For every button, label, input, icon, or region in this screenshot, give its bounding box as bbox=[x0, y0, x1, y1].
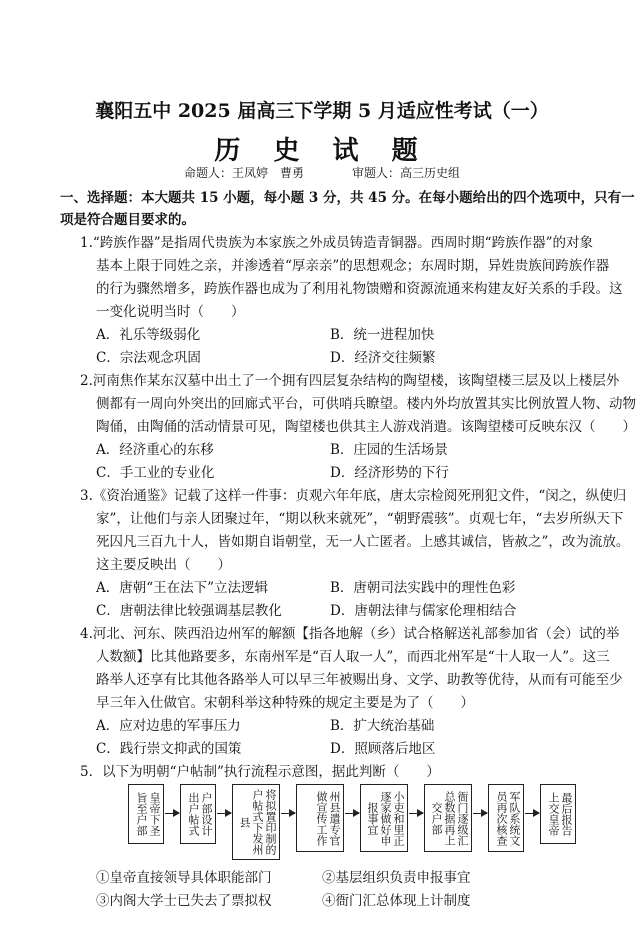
section-instruction-line-1: 一、选择题：本大题共 15 小题，每小题 3 分，共 45 分。在每小题给出的四个选项中，只有一 bbox=[60, 190, 635, 206]
flow-arrow bbox=[409, 813, 423, 814]
option-c[interactable]: C．宗法观念巩固 bbox=[96, 350, 201, 366]
section-instruction-line-2: 项是符合题目要求的。 bbox=[60, 212, 195, 228]
question-line: 路举人还享有比其他各路举人可以早三年被赐出身、文学、助教等优待，从而有可能至少 bbox=[96, 672, 623, 688]
question-line: 早三年入仕做官。宋朝科举这种特殊的规定主要是为了（ ） bbox=[96, 695, 474, 711]
question-line: 4.河北、河东、陕西沿边州军的解额【指各地解（乡）试合格解送礼部参加省（会）试的举 bbox=[80, 626, 620, 642]
question-line: 人数额】比其他路要多，东南州军是“百人取一人”，而西北州军是“十人取一人”。这三 bbox=[96, 649, 610, 665]
question-line: 死囚凡三百九十人，皆如期自诣朝堂，无一人亡匿者。上感其诚信，皆赦之”，改为流放。 bbox=[96, 534, 630, 550]
option-c[interactable]: C．手工业的专业化 bbox=[96, 465, 215, 481]
flow-step-4: 州县遣专官做宣传工作 bbox=[296, 784, 344, 852]
flow-step-3: 将拟置印制的户帖式下发州县 bbox=[232, 784, 280, 860]
flow-step-2: 户部设计出户帖式 bbox=[180, 784, 216, 844]
exam-title: 襄阳五中 2025 届高三下学期 5 月适应性考试（一） bbox=[95, 100, 549, 122]
option-a[interactable]: A．唐朝“王在法下”立法逻辑 bbox=[96, 580, 269, 596]
flow-arrow bbox=[165, 813, 179, 814]
flow-step-1: 皇帝下圣旨至户部 bbox=[128, 784, 164, 844]
option-c[interactable]: C．唐朝法律比较强调基层教化 bbox=[96, 603, 282, 619]
option-b[interactable]: B．庄园的生活场景 bbox=[330, 442, 448, 458]
option-4[interactable]: ④衙门汇总体现上计制度 bbox=[322, 893, 471, 909]
option-d[interactable]: D．照顾落后地区 bbox=[330, 741, 436, 757]
option-d[interactable]: D．唐朝法律与儒家伦理相结合 bbox=[330, 603, 517, 619]
flow-arrow bbox=[281, 813, 295, 814]
flow-arrow bbox=[345, 813, 359, 814]
flow-arrow bbox=[217, 813, 231, 814]
question-line: 5．以下为明朝“户帖制”执行流程示意图，据此判断（ ） bbox=[80, 764, 440, 780]
option-d[interactable]: D．经济形势的下行 bbox=[330, 465, 449, 481]
question-line: 陶俑，由陶俑的活动情景可见，陶望楼也供其主人游戏消遣。该陶望楼可反映东汉（ ） bbox=[96, 419, 636, 435]
question-line: 侧都有一周向外突出的回廊式平台，可供哨兵瞭望。楼内外均放置其实比例放置人物、动物 bbox=[96, 396, 636, 412]
question-line: 基本上限于同姓之亲，并渗透着“厚亲亲”的思想观念；东周时期，异姓贵族间跨族作器 bbox=[96, 258, 610, 274]
option-b[interactable]: B．扩大统治基础 bbox=[330, 718, 435, 734]
flow-step-5: 小吏和里正逐家做好申报事宜 bbox=[360, 784, 408, 852]
flow-step-7: 军队系统文员再次核查 bbox=[488, 784, 524, 852]
question-line: 家”，让他们与亲人团聚过年，“期以秋来就死”，“朝野震骇”。贞观七年，“去岁所纵天下 bbox=[96, 511, 624, 527]
subject-title: 历 史 试 题 bbox=[214, 136, 430, 166]
question-line: 一变化说明当时（ ） bbox=[96, 304, 245, 320]
question-line: 这主要反映出（ ） bbox=[96, 557, 231, 573]
flow-step-6: 衙门逐级汇总数据再上交户部 bbox=[424, 784, 472, 852]
option-a[interactable]: A．应对边患的军事压力 bbox=[96, 718, 241, 734]
option-a[interactable]: A．礼乐等级弱化 bbox=[96, 327, 201, 343]
option-2[interactable]: ②基层组织负责申报事宜 bbox=[322, 870, 471, 886]
option-d[interactable]: D．经济交往频繁 bbox=[330, 350, 436, 366]
author-line: 命题人：王凤婷 曹勇 审题人：高三历史组 bbox=[183, 166, 460, 180]
question-line: 1.“跨族作器”是指周代贵族为本家族之外成员铸造青铜器。西周时期“跨族作器”的对象 bbox=[80, 235, 593, 251]
question-line: 2.河南焦作某东汉墓中出土了一个拥有四层复杂结构的陶望楼，该陶望楼三层及以上楼层外 bbox=[80, 373, 620, 389]
flow-arrow bbox=[525, 813, 539, 814]
flow-arrow bbox=[473, 813, 487, 814]
question-line: 3.《资治通鉴》记载了这样一件事：贞观六年年底，唐太宗检阅死刑犯文件，“闵之，纵使归 bbox=[80, 488, 627, 504]
flow-step-8: 最后报告上交皇帝 bbox=[540, 784, 576, 844]
option-b[interactable]: B．唐朝司法实践中的理性色彩 bbox=[330, 580, 516, 596]
option-1[interactable]: ①皇帝直接领导具体职能部门 bbox=[96, 870, 272, 886]
option-a[interactable]: A．经济重心的东移 bbox=[96, 442, 214, 458]
option-3[interactable]: ③内阁大学士已失去了票拟权 bbox=[96, 893, 272, 909]
option-c[interactable]: C．践行崇文抑武的国策 bbox=[96, 741, 242, 757]
question-line: 的行为骤然增多，跨族作器也成为了利用礼物馈赠和资源流通来构建友好关系的手段。这 bbox=[96, 281, 623, 297]
option-b[interactable]: B．统一进程加快 bbox=[330, 327, 435, 343]
